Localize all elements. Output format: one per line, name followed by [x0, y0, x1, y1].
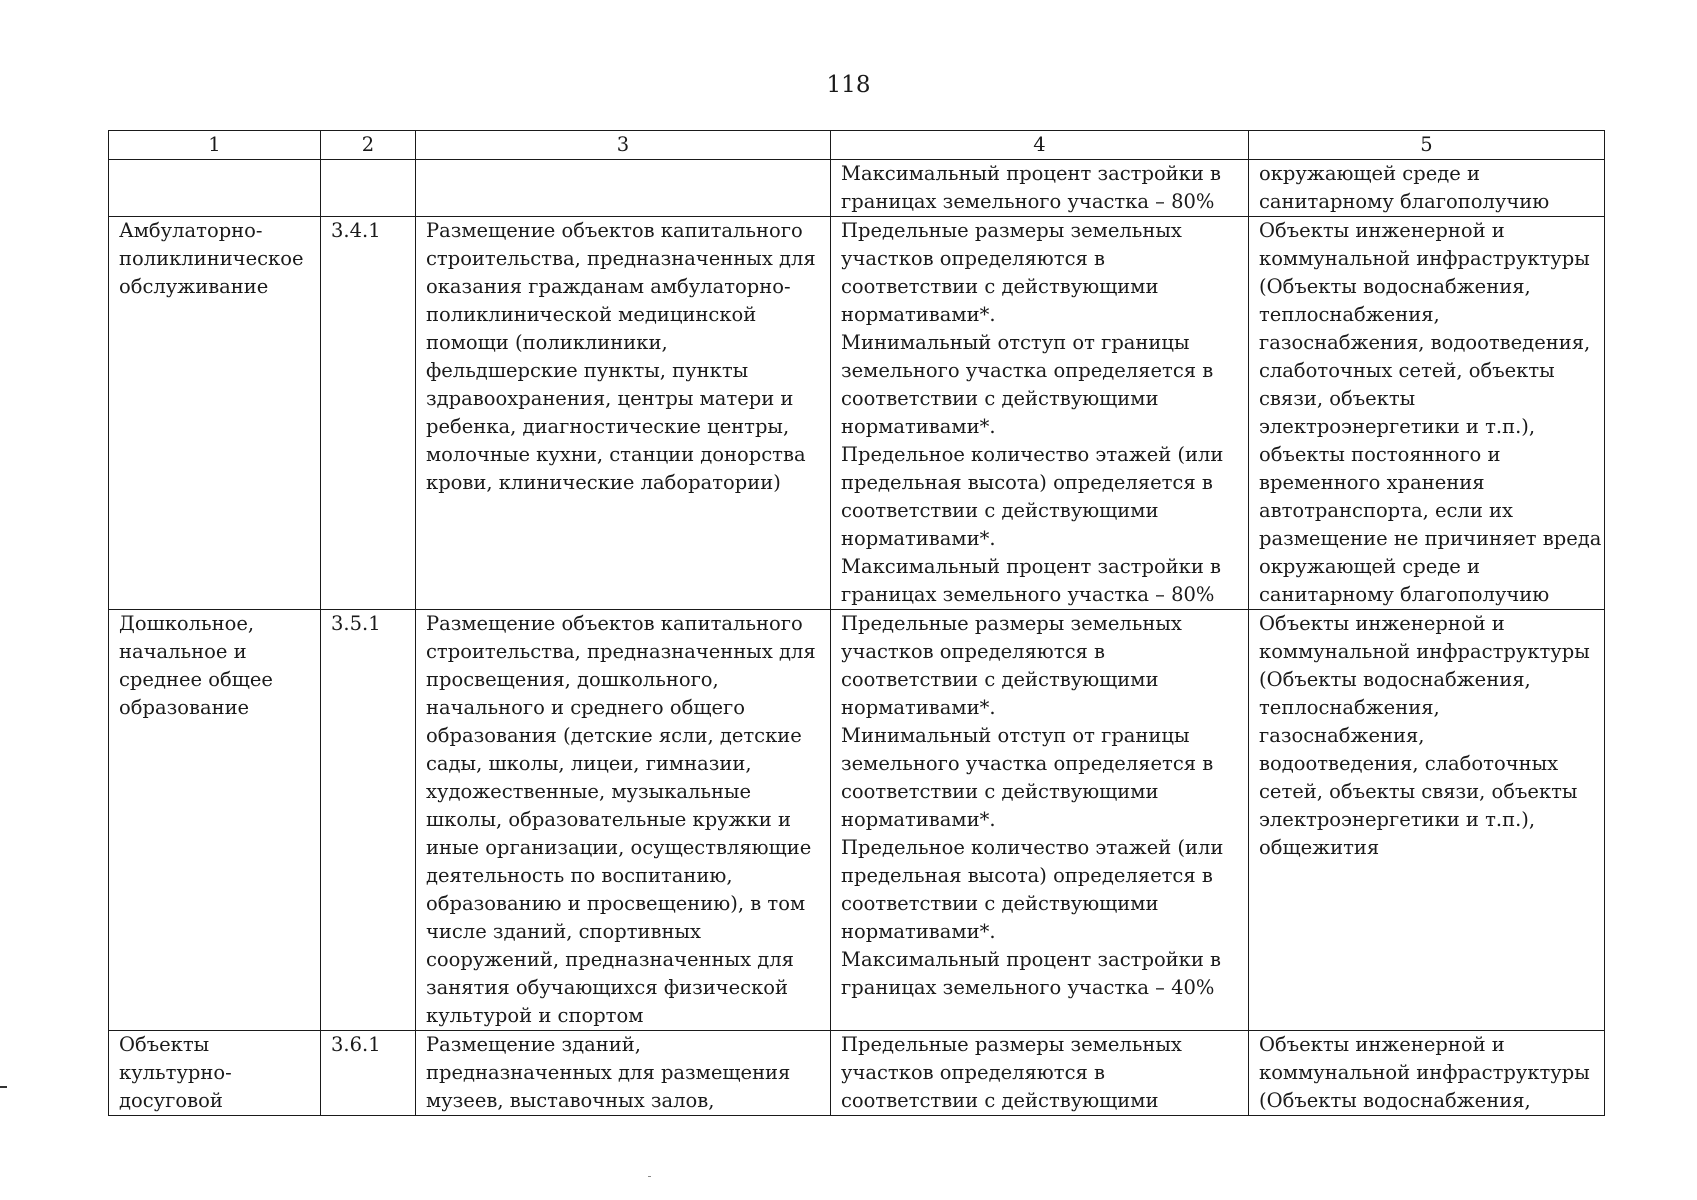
- cell-line: помощи (поликлиники,: [426, 331, 668, 354]
- cell-line: иные организации, осуществляющие: [426, 836, 812, 859]
- column-header-2: 2: [321, 131, 416, 160]
- cell-line: границах земельного участка – 40%: [841, 976, 1215, 999]
- cell-line: строительства, предназначенных для: [426, 640, 816, 663]
- cell-line: коммунальной инфраструктуры: [1259, 247, 1590, 270]
- cell-line: культурно-: [119, 1061, 232, 1084]
- cell-line: обслуживание: [119, 275, 269, 298]
- table-body: [109, 160, 1605, 1116]
- cell-line: поликлиническое: [119, 247, 304, 270]
- cell-description: [416, 610, 831, 1031]
- cell-auxiliary-uses: [1249, 217, 1605, 610]
- cell-line: Предельные размеры земельных: [841, 612, 1182, 635]
- margin-mark: [0, 1086, 7, 1088]
- cell-line: нормативами*.: [841, 920, 996, 943]
- cell-line: нормативами*.: [841, 415, 996, 438]
- cell-line: Объекты инженерной и: [1259, 1033, 1505, 1056]
- cell-code: [321, 217, 416, 610]
- cell-code: [321, 160, 416, 217]
- cell-line: 3.4.1: [331, 219, 381, 242]
- cell-line: границах земельного участка – 80%: [841, 583, 1215, 606]
- cell-use-name: [109, 217, 321, 610]
- cell-parameters: [831, 160, 1249, 217]
- column-header-3: 3: [416, 131, 831, 160]
- cell-line: здравоохранения, центры матери и: [426, 387, 794, 410]
- cell-line: электроэнергетики и т.п.),: [1259, 808, 1536, 831]
- cell-line: 3.6.1: [331, 1033, 381, 1056]
- cell-line: участков определяются в: [841, 1061, 1105, 1084]
- cell-line: (Объекты водоснабжения,: [1259, 1089, 1531, 1112]
- cell-line: школы, образовательные кружки и: [426, 808, 791, 831]
- cell-line: Объекты инженерной и: [1259, 612, 1505, 635]
- cell-line: газоснабжения,: [1259, 724, 1425, 747]
- cell-line: нормативами*.: [841, 696, 996, 719]
- cell-line: нормативами*.: [841, 808, 996, 831]
- page-number: 118: [826, 72, 871, 98]
- cell-line: участков определяются в: [841, 247, 1105, 270]
- table-row: [109, 160, 1605, 217]
- cell-line: начального и среднего общего: [426, 696, 745, 719]
- cell-line: окружающей среде и: [1259, 555, 1480, 578]
- cell-line: крови, клинические лаборатории): [426, 471, 781, 494]
- cell-line: фельдшерские пункты, пункты: [426, 359, 749, 382]
- cell-line: земельного участка определяется в: [841, 752, 1214, 775]
- column-header-1: 1: [109, 131, 321, 160]
- column-header-5: 5: [1249, 131, 1605, 160]
- cell-line: газоснабжения, водоотведения,: [1259, 331, 1591, 354]
- cell-line: Амбулаторно-: [119, 219, 263, 242]
- cell-line: временного хранения: [1259, 471, 1485, 494]
- cell-line: Предельное количество этажей (или: [841, 443, 1224, 466]
- cell-line: образования (детские ясли, детские: [426, 724, 802, 747]
- cell-line: водоотведения, слаботочных: [1259, 752, 1559, 775]
- cell-auxiliary-uses: [1249, 610, 1605, 1031]
- cell-line: (Объекты водоснабжения,: [1259, 275, 1531, 298]
- cell-line: предельная высота) определяется в: [841, 864, 1213, 887]
- cell-auxiliary-uses: [1249, 1031, 1605, 1116]
- cell-line: поликлинической медицинской: [426, 303, 757, 326]
- header-row: [109, 131, 1605, 160]
- cell-line: Предельные размеры земельных: [841, 1033, 1182, 1056]
- cell-use-name: [109, 610, 321, 1031]
- cell-parameters: [831, 217, 1249, 610]
- cell-line: размещение не причиняет вреда: [1259, 527, 1602, 550]
- cell-parameters: [831, 1031, 1249, 1116]
- cell-line: нормативами*.: [841, 527, 996, 550]
- cell-line: соответствии с действующими: [841, 668, 1159, 691]
- cell-line: коммунальной инфраструктуры: [1259, 640, 1590, 663]
- cell-line: (Объекты водоснабжения,: [1259, 668, 1531, 691]
- table-row: [109, 217, 1605, 610]
- cell-line: слаботочных сетей, объекты: [1259, 359, 1555, 382]
- cell-line: предназначенных для размещения: [426, 1061, 791, 1084]
- cell-line: среднее общее: [119, 668, 273, 691]
- table-row: [109, 610, 1605, 1031]
- cell-line: санитарному благополучию: [1259, 190, 1550, 213]
- cell-auxiliary-uses: [1249, 160, 1605, 217]
- scan-speck: [648, 1176, 651, 1177]
- cell-line: границах земельного участка – 80%: [841, 190, 1215, 213]
- cell-line: досуговой: [119, 1089, 223, 1112]
- cell-line: соответствии с действующими: [841, 1089, 1159, 1112]
- cell-line: окружающей среде и: [1259, 162, 1480, 185]
- cell-line: теплоснабжения,: [1259, 303, 1440, 326]
- cell-line: музеев, выставочных залов,: [426, 1089, 715, 1112]
- cell-use-name: [109, 1031, 321, 1116]
- cell-line: электроэнергетики и т.п.),: [1259, 415, 1536, 438]
- cell-line: соответствии с действующими: [841, 892, 1159, 915]
- cell-line: участков определяются в: [841, 640, 1105, 663]
- cell-description: [416, 217, 831, 610]
- cell-line: земельного участка определяется в: [841, 359, 1214, 382]
- cell-line: соответствии с действующими: [841, 387, 1159, 410]
- cell-line: оказания гражданам амбулаторно-: [426, 275, 791, 298]
- cell-code: [321, 1031, 416, 1116]
- cell-line: культурой и спортом: [426, 1004, 644, 1027]
- cell-line: объекты постоянного и: [1259, 443, 1501, 466]
- cell-parameters: [831, 610, 1249, 1031]
- cell-line: нормативами*.: [841, 303, 996, 326]
- cell-line: просвещения, дошкольного,: [426, 668, 719, 691]
- cell-line: соответствии с действующими: [841, 275, 1159, 298]
- cell-description: [416, 1031, 831, 1116]
- cell-line: сооружений, предназначенных для: [426, 948, 794, 971]
- cell-line: Размещение объектов капитального: [426, 219, 803, 242]
- cell-line: Предельное количество этажей (или: [841, 836, 1224, 859]
- cell-line: Максимальный процент застройки в: [841, 948, 1222, 971]
- cell-line: теплоснабжения,: [1259, 696, 1440, 719]
- column-header-4: 4: [831, 131, 1249, 160]
- cell-line: Объекты: [119, 1033, 210, 1056]
- cell-line: художественные, музыкальные: [426, 780, 752, 803]
- cell-line: Максимальный процент застройки в: [841, 555, 1222, 578]
- cell-line: образованию и просвещению), в том: [426, 892, 806, 915]
- cell-line: соответствии с действующими: [841, 499, 1159, 522]
- cell-line: связи, объекты: [1259, 387, 1416, 410]
- cell-line: общежития: [1259, 836, 1380, 859]
- cell-line: числе зданий, спортивных: [426, 920, 702, 943]
- cell-line: санитарному благополучию: [1259, 583, 1550, 606]
- cell-line: Предельные размеры земельных: [841, 219, 1182, 242]
- cell-line: начальное и: [119, 640, 247, 663]
- cell-line: коммунальной инфраструктуры: [1259, 1061, 1590, 1084]
- cell-line: автотранспорта, если их: [1259, 499, 1514, 522]
- cell-line: ребенка, диагностические центры,: [426, 415, 790, 438]
- cell-line: деятельность по воспитанию,: [426, 864, 733, 887]
- cell-line: Максимальный процент застройки в: [841, 162, 1222, 185]
- cell-use-name: [109, 160, 321, 217]
- cell-line: соответствии с действующими: [841, 780, 1159, 803]
- cell-line: занятия обучающихся физической: [426, 976, 789, 999]
- cell-line: Дошкольное,: [119, 612, 255, 635]
- cell-line: Минимальный отступ от границы: [841, 331, 1190, 354]
- cell-line: Размещение зданий,: [426, 1033, 641, 1056]
- cell-line: предельная высота) определяется в: [841, 471, 1213, 494]
- cell-line: молочные кухни, станции донорства: [426, 443, 806, 466]
- table-row: [109, 1031, 1605, 1116]
- cell-line: Минимальный отступ от границы: [841, 724, 1190, 747]
- cell-line: Размещение объектов капитального: [426, 612, 803, 635]
- cell-line: сады, школы, лицеи, гимназии,: [426, 752, 752, 775]
- cell-line: строительства, предназначенных для: [426, 247, 816, 270]
- cell-line: образование: [119, 696, 250, 719]
- cell-line: Объекты инженерной и: [1259, 219, 1505, 242]
- regulations-table: [108, 130, 1605, 1116]
- cell-line: сетей, объекты связи, объекты: [1259, 780, 1578, 803]
- cell-code: [321, 610, 416, 1031]
- cell-description: [416, 160, 831, 217]
- cell-line: 3.5.1: [331, 612, 381, 635]
